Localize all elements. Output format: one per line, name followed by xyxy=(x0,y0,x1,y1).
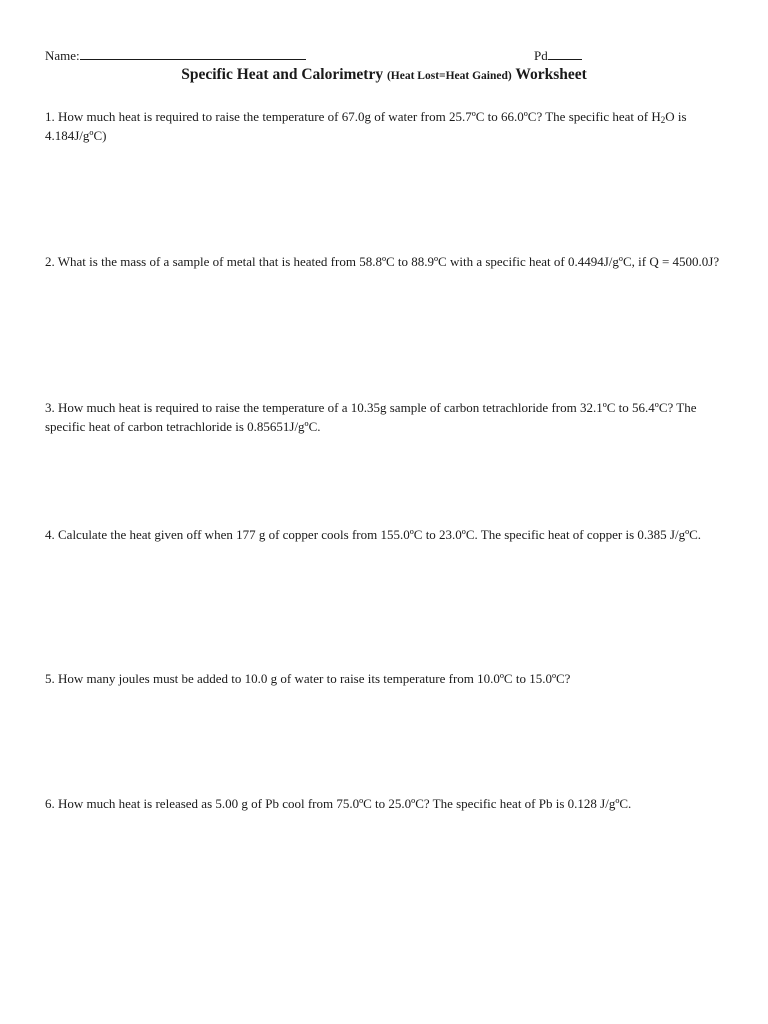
title-middle: (Heat Lost=Heat Gained) xyxy=(386,70,512,82)
question-5 xyxy=(45,669,725,688)
name-field xyxy=(45,47,306,64)
worksheet-title xyxy=(0,66,768,84)
question-4-text: 4. Calculate the heat given off when 177 g of copper cools from 155.0ºC to 23.0ºC. The specific heat of copper is 0.385 J/gºC. xyxy=(45,527,702,542)
question-6 xyxy=(45,794,725,813)
question-1-text-part2: O is 4.184J/gºC) xyxy=(45,109,687,143)
question-1-text xyxy=(45,107,725,145)
title-main: Specific Heat and Calorimetry xyxy=(181,66,384,83)
title-end: Worksheet xyxy=(515,66,587,83)
question-6-text: 6. How much heat is released as 5.00 g of Pb cool from 75.0ºC to 25.0ºC? The specific heat of Pb is 0.128 J/gºC. xyxy=(45,796,632,811)
name-blank-line xyxy=(80,47,306,60)
name-label: Name: xyxy=(45,48,80,63)
question-3-text: 3. How much heat is required to raise the temperature of a 10.35g sample of carbon tetrachloride from 32.1ºC to 56.4ºC? The specific heat of carbon tetrachloride is 0.85651J/gºC. xyxy=(45,400,697,434)
question-1 xyxy=(45,107,725,145)
period-blank-line xyxy=(548,47,582,60)
question-2-text: 2. What is the mass of a sample of metal that is heated from 58.8ºC to 88.9ºC with a specific heat of 0.4494J/gºC, if Q = 4500.0J? xyxy=(45,254,720,269)
question-5-text: 5. How many joules must be added to 10.0 g of water to raise its temperature from 10.0ºC to 15.0ºC? xyxy=(45,671,571,686)
period-field xyxy=(534,47,582,64)
question-4 xyxy=(45,525,725,544)
question-1-text-part1: 1. How much heat is required to raise the temperature of 67.0g of water from 25.7ºC to 66.0ºC? The specific heat of H xyxy=(45,109,661,124)
question-2 xyxy=(45,252,725,271)
question-1-subscript: 2 xyxy=(660,115,666,125)
period-label: Pd xyxy=(534,48,548,63)
header-row xyxy=(45,47,605,67)
question-3 xyxy=(45,398,725,436)
